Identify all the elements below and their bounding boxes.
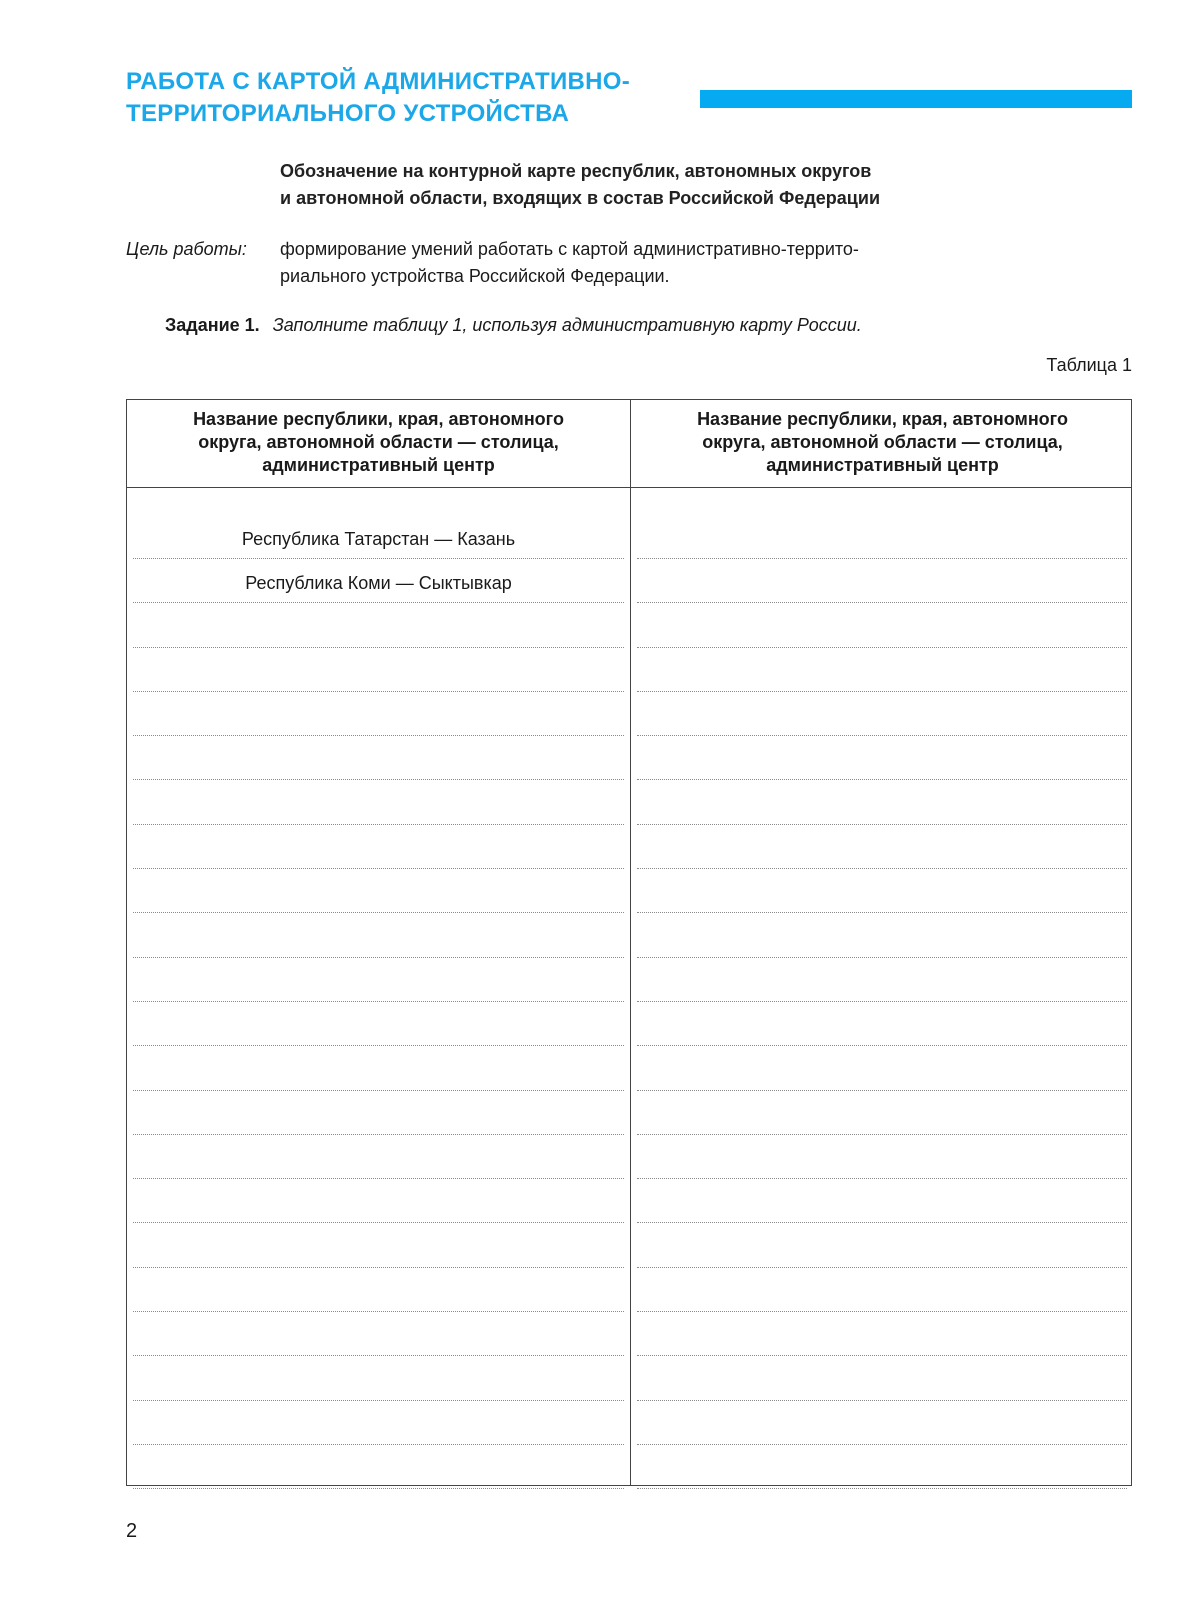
left-answer-row[interactable] <box>133 913 624 957</box>
left-answer-row[interactable] <box>133 1268 624 1312</box>
left-answer-row[interactable] <box>133 869 624 913</box>
left-answer-row[interactable] <box>133 825 624 869</box>
left-answer-row[interactable] <box>133 648 624 692</box>
page-number: 2 <box>126 1520 138 1542</box>
page-title <box>126 66 630 130</box>
right-answer-row[interactable] <box>637 1135 1127 1179</box>
goal-text-line-2: риального устройства Российской Федерации. <box>280 266 670 286</box>
right-answer-row[interactable] <box>637 488 1127 559</box>
column-header-left-line-2: округа, автономной области — столица, <box>198 432 559 452</box>
task-1 <box>165 312 862 338</box>
left-answer-row[interactable] <box>133 692 624 736</box>
left-answer-row[interactable] <box>133 736 624 780</box>
right-answer-row[interactable] <box>637 603 1127 647</box>
subtitle <box>280 158 1000 212</box>
right-answer-row[interactable] <box>637 1046 1127 1090</box>
page-title-line-2: ТЕРРИТОРИАЛЬНОГО УСТРОЙСТВА <box>126 100 570 127</box>
right-answer-row[interactable] <box>637 692 1127 736</box>
left-answer-row[interactable] <box>133 1002 624 1046</box>
task-label: Задание 1. <box>165 315 260 335</box>
goal-label: Цель работы: <box>126 239 247 259</box>
left-answer-row[interactable] <box>133 780 624 824</box>
left-answer-row[interactable] <box>133 1179 624 1223</box>
task-text: Заполните таблицу 1, используя административную карту России. <box>272 315 862 335</box>
right-answer-row[interactable] <box>637 1356 1127 1400</box>
left-answer-row[interactable] <box>133 603 624 647</box>
left-answer-row[interactable] <box>133 1135 624 1179</box>
right-answer-row[interactable] <box>637 1002 1127 1046</box>
left-answer-row[interactable] <box>133 1046 624 1090</box>
subtitle-line-2: и автономной области, входящих в состав Российской Федерации <box>280 188 881 208</box>
column-header-right-line-3: административный центр <box>766 455 999 475</box>
table-caption: Таблица 1 <box>1046 355 1132 375</box>
left-answer-row[interactable] <box>133 1223 624 1267</box>
left-answer-row[interactable] <box>133 1401 624 1445</box>
column-divider <box>630 400 631 1485</box>
right-answer-row[interactable] <box>637 559 1127 603</box>
left-column-rows <box>133 488 624 1487</box>
column-header-right-line-2: округа, автономной области — столица, <box>702 432 1063 452</box>
column-header-right <box>631 408 1134 477</box>
column-header-left-line-3: административный центр <box>262 455 495 475</box>
right-answer-row[interactable] <box>637 648 1127 692</box>
right-column-rows <box>637 488 1127 1487</box>
left-answer-row[interactable]: Республика Коми — Сыктывкар <box>133 559 624 603</box>
page-title-line-1: РАБОТА С КАРТОЙ АДМИНИСТРАТИВНО- <box>126 68 631 95</box>
left-answer-row[interactable] <box>133 1356 624 1400</box>
column-header-right-line-1: Название республики, края, автономного <box>697 409 1068 429</box>
goal-text-line-1: формирование умений работать с картой административно-террито- <box>280 239 859 259</box>
right-answer-row[interactable] <box>637 1312 1127 1356</box>
right-answer-row[interactable] <box>637 1179 1127 1223</box>
right-answer-row[interactable] <box>637 1223 1127 1267</box>
right-answer-row[interactable] <box>637 736 1127 780</box>
goal-text <box>280 236 980 290</box>
right-answer-row[interactable] <box>637 780 1127 824</box>
left-answer-row[interactable] <box>133 1312 624 1356</box>
title-accent-bar <box>700 90 1132 108</box>
right-answer-row[interactable] <box>637 1091 1127 1135</box>
left-answer-row[interactable] <box>133 1445 624 1489</box>
left-answer-row[interactable]: Республика Татарстан — Казань <box>133 488 624 559</box>
right-answer-row[interactable] <box>637 958 1127 1002</box>
right-answer-row[interactable] <box>637 1268 1127 1312</box>
column-header-left-line-1: Название республики, края, автономного <box>193 409 564 429</box>
right-answer-row[interactable] <box>637 1445 1127 1489</box>
left-answer-row[interactable] <box>133 958 624 1002</box>
right-answer-row[interactable] <box>637 825 1127 869</box>
right-answer-row[interactable] <box>637 913 1127 957</box>
left-answer-row[interactable] <box>133 1091 624 1135</box>
column-header-left <box>127 408 630 477</box>
right-answer-row[interactable] <box>637 1401 1127 1445</box>
fill-in-table <box>126 399 1132 1486</box>
right-answer-row[interactable] <box>637 869 1127 913</box>
subtitle-line-1: Обозначение на контурной карте республик, автономных округов <box>280 161 872 181</box>
